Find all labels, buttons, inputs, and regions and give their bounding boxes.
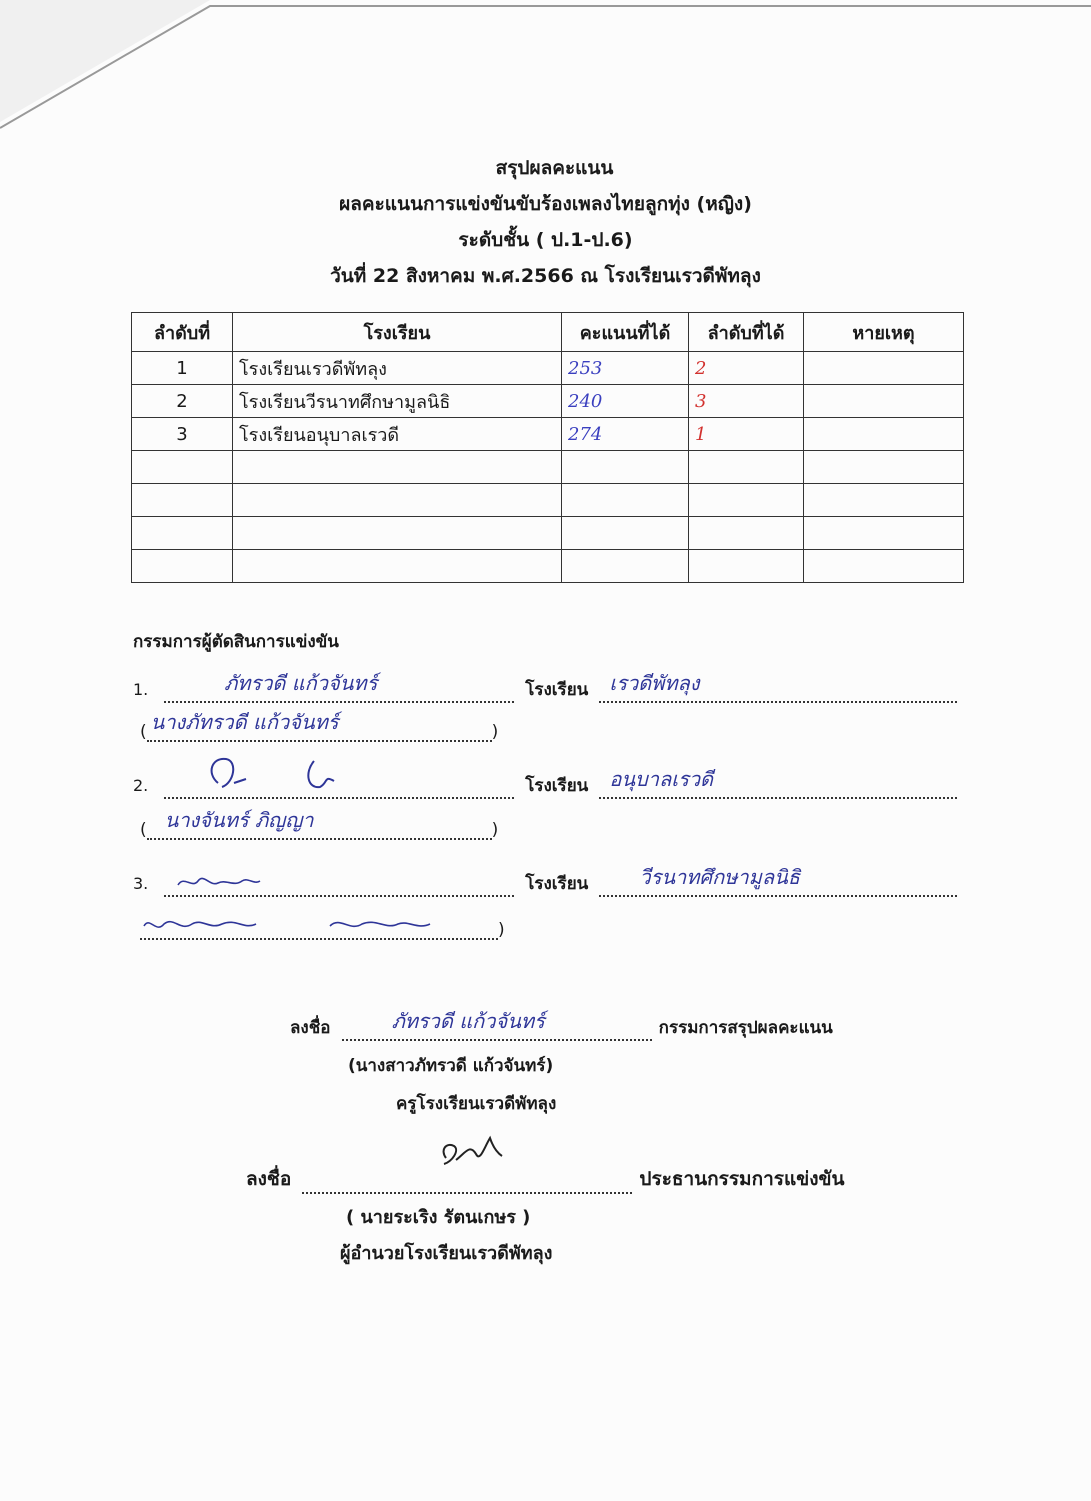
title-line-4: วันที่ 22 สิงหาคม พ.ศ.2566 ณ โรงเรียนเรวดีพัทลุง [330, 265, 761, 287]
judge-1-signature-row [133, 671, 957, 703]
cell-note [804, 352, 964, 385]
cell-school [233, 451, 562, 484]
sign-label: ลงชื่อ [290, 1018, 331, 1038]
col-header-note: หายเหตุ [804, 313, 964, 352]
table-row [132, 484, 964, 517]
signature-line [164, 877, 514, 897]
table-row [132, 418, 964, 451]
cell-school [233, 484, 562, 517]
cell-no: 2 [132, 385, 233, 418]
school-line [599, 767, 957, 799]
table-row [132, 451, 964, 484]
cell-note [804, 517, 964, 550]
signature-line [342, 1009, 652, 1041]
cell-school [233, 517, 562, 550]
judge-number: 3. [133, 874, 149, 893]
col-header-place: ลำดับที่ได้ [689, 313, 804, 352]
school-line [599, 671, 957, 703]
summary-sign-row [290, 1009, 839, 1041]
title-line-1: สรุปผลคะแนน [495, 157, 614, 179]
title-line-2: ผลคะแนนการแข่งขันขับร้องเพลงไทยลูกทุ่ง (หญิง) [339, 193, 752, 215]
cell-school: โรงเรียนอนุบาลเรวดี [233, 418, 562, 451]
document-title [0, 150, 1091, 294]
school-label: โรงเรียน [525, 874, 589, 894]
judge-number: 2. [133, 776, 149, 795]
page-fold-crease [0, 0, 1091, 140]
cell-no [132, 517, 233, 550]
judge-2-signature-row [133, 767, 957, 799]
cell-school [233, 550, 562, 583]
table-row [132, 352, 964, 385]
judge-name-handwritten: นางจันทร์ ภิญญา [164, 808, 314, 832]
judge-name-handwritten: นางภัทรวดี แก้วจันทร์ [150, 710, 339, 734]
name-line [147, 808, 492, 840]
summary-role: กรรมการสรุปผลคะแนน [658, 1018, 833, 1038]
school-line [599, 865, 957, 897]
cell-place [689, 550, 804, 583]
signature-line [164, 779, 514, 799]
cell-no: 3 [132, 418, 233, 451]
judge-school-handwritten: วีรนาทศึกษามูลนิธิ [639, 865, 800, 889]
cell-score-handwritten: 274 [562, 418, 689, 451]
judge-number: 1. [133, 680, 149, 699]
judge-3-name-row: ) [140, 920, 505, 940]
cell-score [562, 550, 689, 583]
cell-no: 1 [132, 352, 233, 385]
summary-name: (นางสาวภัทรวดี แก้วจันทร์) [348, 1056, 554, 1076]
summary-signature-handwritten: ภัทรวดี แก้วจันทร์ [391, 1009, 545, 1033]
cell-place-handwritten: 2 [689, 352, 804, 385]
cell-school: โรงเรียนวีรนาทศึกษามูลนิธิ [233, 385, 562, 418]
cell-place-handwritten: 1 [689, 418, 804, 451]
col-header-rank-no: ลำดับที่ [132, 313, 233, 352]
school-label: โรงเรียน [525, 776, 589, 796]
cell-no [132, 451, 233, 484]
cell-place [689, 484, 804, 517]
cell-score [562, 451, 689, 484]
judge-2-name-row: ( นางจันทร์ ภิญญา ) [140, 820, 498, 840]
cell-place-handwritten: 3 [689, 385, 804, 418]
judge-signature-scribble [204, 753, 344, 797]
title-line-3: ระดับชั้น ( ป.1-ป.6) [458, 229, 633, 251]
judge-school-handwritten: เรวดีพัทลุง [609, 671, 700, 695]
cell-note [804, 550, 964, 583]
judge-signature-handwritten: ภัทรวดี แก้วจันทร์ [224, 671, 378, 695]
chair-sign-row [246, 1164, 850, 1194]
judge-signature-scribble [174, 869, 264, 895]
chair-name: ( นายระเริง รัตนเกษร ) [346, 1207, 531, 1228]
cell-no [132, 484, 233, 517]
school-label: โรงเรียน [525, 680, 589, 700]
judge-3-signature-row [133, 865, 957, 897]
judge-name-scribble [140, 912, 440, 938]
cell-score [562, 484, 689, 517]
signature-line [164, 671, 514, 703]
cell-score [562, 517, 689, 550]
name-line [147, 710, 492, 742]
judge-school-handwritten: อนุบาลเรวดี [609, 767, 714, 791]
table-row [132, 550, 964, 583]
col-header-school: โรงเรียน [233, 313, 562, 352]
cell-place [689, 517, 804, 550]
table-row [132, 385, 964, 418]
cell-note [804, 484, 964, 517]
col-header-score: คะแนนที่ได้ [562, 313, 689, 352]
name-line [140, 920, 498, 940]
cell-school: โรงเรียนเรวดีพัทลุง [233, 352, 562, 385]
chair-role: ประธานกรรมการแข่งขัน [639, 1168, 845, 1190]
judge-1-name-row: ( นางภัทรวดี แก้วจันทร์ ) [140, 722, 498, 742]
cell-score-handwritten: 240 [562, 385, 689, 418]
signature-line [302, 1174, 632, 1194]
sign-label: ลงชื่อ [246, 1168, 292, 1190]
cell-note [804, 385, 964, 418]
table-header-row [132, 313, 964, 352]
cell-score-handwritten: 253 [562, 352, 689, 385]
cell-note [804, 418, 964, 451]
summary-position: ครูโรงเรียนเรวดีพัทลุง [396, 1094, 557, 1114]
table-row [132, 517, 964, 550]
results-table [131, 312, 964, 583]
committee-heading: กรรมการผู้ตัดสินการแข่งขัน [133, 632, 339, 652]
cell-note [804, 451, 964, 484]
cell-no [132, 550, 233, 583]
chair-position: ผู้อำนวยโรงเรียนเรวดีพัทลุง [340, 1243, 553, 1264]
cell-place [689, 451, 804, 484]
